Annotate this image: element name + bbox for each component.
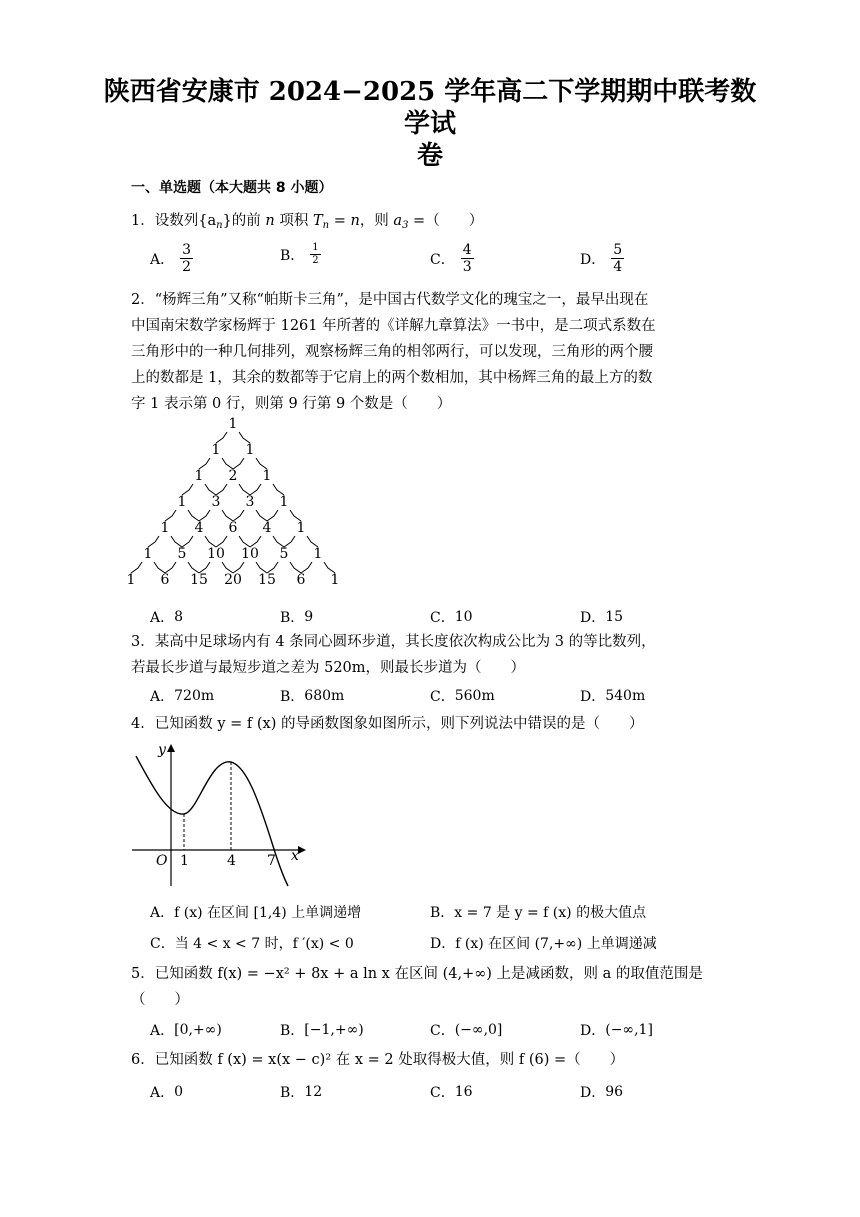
option-a[interactable]: A． $\frac{3}{2}$ — [150, 242, 192, 275]
question-4-options-row-2 — [150, 933, 710, 961]
option-a[interactable]: A． 0 — [150, 1084, 184, 1101]
section-heading: 一、单选题（本大题共 8 小题） — [131, 180, 333, 196]
option-d[interactable]: D． 15 — [580, 609, 624, 626]
x-axis-label: x — [291, 848, 299, 864]
tick-label-7: 7 — [267, 853, 276, 869]
option-d[interactable]: D． f (x) 在区间 (7,+∞) 上单调递减 — [430, 936, 657, 952]
question-3-line-1: 3．某高中足球场内有 4 条同心圆环步道，其长度依次构成公比为 3 的等比数列， — [131, 634, 656, 650]
triangle-number: 1 — [296, 520, 306, 536]
yanghui-triangle-figure — [120, 412, 360, 602]
title-line-2: 卷 — [416, 141, 443, 171]
question-4-options-row-1 — [150, 902, 710, 930]
option-c[interactable]: C． $\frac{4}{3}$ — [430, 242, 472, 275]
question-2-line-1: 2．“杨辉三角”又称“帕斯卡三角”，是中国古代数学文化的瑰宝之一，最早出现在 — [131, 292, 649, 308]
option-b[interactable]: B． [−1,+∞) — [280, 1022, 364, 1039]
triangle-number: 1 — [194, 468, 204, 484]
question-5-line-2: （ ） — [131, 992, 189, 1008]
y-axis-arrow — [167, 744, 175, 752]
triangle-number: 15 — [258, 572, 276, 588]
triangle-number: 1 — [313, 546, 323, 562]
question-2-options — [150, 607, 710, 635]
triangle-number: 15 — [190, 572, 208, 588]
triangle-number: 2 — [228, 468, 238, 484]
question-2-line-3: 三角形中的一种几何排列，观察杨辉三角的相邻两行，可以发现，三角形的两个腰 — [131, 344, 653, 360]
triangle-number: 6 — [228, 520, 238, 536]
triangle-number: 3 — [211, 494, 221, 510]
option-d[interactable]: D． 540m — [580, 688, 646, 705]
option-d[interactable]: D． 96 — [580, 1084, 624, 1101]
triangle-number: 1 — [143, 546, 153, 562]
triangle-number: 20 — [224, 572, 242, 588]
triangle-number: 4 — [194, 520, 204, 536]
question-5-options — [150, 1020, 710, 1048]
option-a[interactable]: A． 8 — [150, 609, 184, 626]
origin-label: O — [156, 853, 168, 869]
question-4-stem: 4．已知函数 y = f (x) 的导函数图象如图所示，则下列说法中错误的是（ ） — [131, 716, 644, 732]
triangle-number: 1 — [211, 442, 221, 458]
option-b[interactable]: B． 9 — [280, 609, 314, 626]
triangle-number: 10 — [241, 546, 259, 562]
triangle-number: 4 — [262, 520, 272, 536]
question-6-options — [150, 1082, 710, 1110]
option-c[interactable]: C． 当 4 < x < 7 时，f ′(x) < 0 — [150, 936, 354, 952]
question-6-stem: 6．已知函数 f (x) = x(x − c)² 在 x = 2 处取得极大值，则 f (6) =（ ） — [131, 1052, 625, 1068]
triangle-number: 5 — [279, 546, 289, 562]
option-d[interactable]: D． $\frac{5}{4}$ — [580, 242, 623, 275]
x-axis-arrow — [298, 846, 306, 854]
question-1-stem: 1．设数列$\{a_n\}$的前 n 项积 $T_n = n$，则 $a_3$ =（ ） — [131, 213, 484, 231]
triangle-number: 5 — [177, 546, 187, 562]
question-2-line-4: 上的数都是 1，其余的数都等于它肩上的两个数相加，其中杨辉三角的最上方的数 — [131, 370, 653, 386]
triangle-number: 1 — [177, 494, 187, 510]
triangle-number: 1 — [279, 494, 289, 510]
triangle-number: 1 — [262, 468, 272, 484]
tick-label-1: 1 — [180, 853, 189, 869]
question-3-line-2: 若最长步道与最短步道之差为 520m，则最长步道为（ ） — [131, 660, 526, 676]
title-line-1: 陕西省安康市 2024−2025 学年高二下学期期中联考数学试 — [103, 77, 757, 139]
option-b[interactable]: B． 680m — [280, 688, 345, 705]
question-5-line-1: 5．已知函数 f(x) = −x² + 8x + a ln x 在区间 (4,+∞) 上是减函数，则 a 的取值范围是 — [131, 966, 703, 982]
triangle-number: 1 — [245, 442, 255, 458]
question-2-line-5: 字 1 表示第 0 行，则第 9 行第 9 个数是（ ） — [131, 396, 452, 412]
triangle-number: 3 — [245, 494, 255, 510]
option-b[interactable]: B． 12 — [280, 1084, 323, 1101]
option-b[interactable]: B． x = 7 是 y = f (x) 的极大值点 — [430, 905, 647, 921]
triangle-number: 6 — [296, 572, 306, 588]
option-b[interactable]: B． $\frac{1}{2}$ — [280, 242, 319, 266]
option-c[interactable]: C． 10 — [430, 609, 473, 626]
option-a[interactable]: A． [0,+∞) — [150, 1022, 222, 1039]
page-title — [100, 76, 760, 172]
option-d[interactable]: D． (−∞,1] — [580, 1022, 653, 1039]
question-3-options — [150, 686, 710, 714]
option-c[interactable]: C． 560m — [430, 688, 495, 705]
tick-label-4: 4 — [227, 853, 236, 869]
option-c[interactable]: C． (−∞,0] — [430, 1022, 503, 1039]
question-2-line-2: 中国南宋数学家杨辉于 1261 年所著的《详解九章算法》一书中，是二项式系数在 — [131, 318, 656, 334]
y-axis-label: y — [158, 742, 166, 758]
option-a[interactable]: A． f (x) 在区间 [1,4) 上单调递增 — [150, 905, 362, 921]
triangle-number: 1 — [228, 416, 238, 432]
option-a[interactable]: A． 720m — [150, 688, 215, 705]
triangle-number: 6 — [160, 572, 170, 588]
triangle-number: 1 — [160, 520, 170, 536]
triangle-number: 1 — [126, 572, 136, 588]
option-c[interactable]: C． 16 — [430, 1084, 473, 1101]
triangle-number: 10 — [207, 546, 225, 562]
derivative-graph — [128, 738, 308, 888]
question-1-options — [150, 242, 710, 275]
triangle-number: 1 — [330, 572, 340, 588]
